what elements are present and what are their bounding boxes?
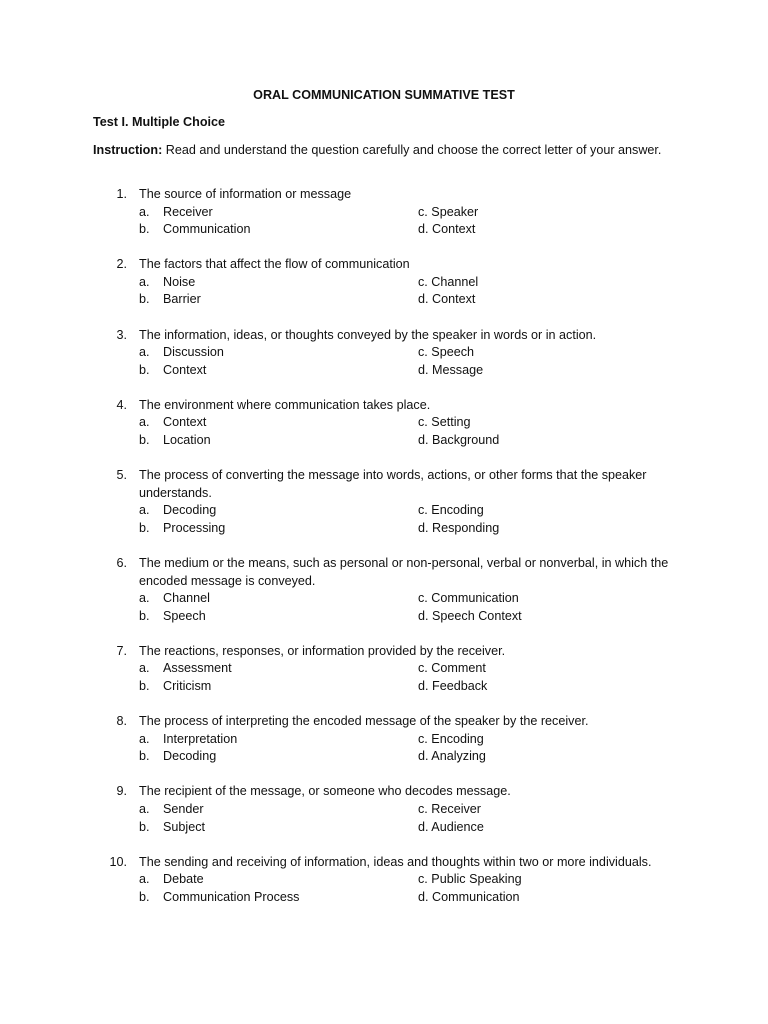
choice-row — [0, 291, 768, 309]
choice-option — [139, 221, 251, 239]
choice-letter: a. — [139, 802, 150, 817]
choice-letter: a. — [139, 415, 150, 430]
choice-letter: b. — [139, 749, 150, 764]
choice-option — [139, 274, 195, 292]
choice-text: Receiver — [163, 204, 213, 219]
choice-text: Subject — [163, 819, 206, 834]
choice-option: c. Setting — [418, 415, 471, 430]
choice-option — [139, 362, 206, 380]
choice-text: Criticism — [163, 679, 212, 694]
choice-row — [0, 590, 768, 608]
choice-option — [139, 748, 216, 766]
choice-option — [139, 731, 237, 749]
choice-option: c. Speech — [418, 345, 475, 360]
choice-letter: b. — [139, 222, 150, 237]
choice-text: Interpretation — [163, 731, 238, 746]
question-stem — [0, 643, 768, 661]
instruction — [93, 142, 663, 160]
choice-row — [0, 801, 768, 819]
question-stem — [0, 397, 768, 415]
question-text: The process of converting the message into words, actions, or other forms that the speaker understands. — [139, 468, 647, 500]
choice-row — [0, 502, 768, 520]
choice-option — [139, 432, 211, 450]
choice-letter: b. — [139, 433, 150, 448]
choice-row — [0, 819, 768, 837]
choice-text: Barrier — [163, 292, 201, 307]
question-text: The source of information or message — [139, 187, 352, 201]
choice-letter: b. — [139, 362, 150, 377]
choice-text: Processing — [163, 520, 226, 535]
question-item — [0, 397, 768, 450]
choice-row — [0, 274, 768, 292]
choice-row — [0, 520, 768, 538]
choice-row — [0, 344, 768, 362]
choice-row — [0, 204, 768, 222]
choice-row — [0, 432, 768, 450]
choice-text: Communication — [163, 222, 251, 237]
question-text: The factors that affect the flow of communication — [139, 257, 410, 272]
choice-row — [0, 748, 768, 766]
question-text: The sending and receiving of information, ideas and thoughts within two or more individuals. — [139, 854, 652, 869]
choice-text: Discussion — [163, 345, 224, 360]
question-number: 8. — [116, 714, 127, 729]
choice-row — [0, 221, 768, 239]
question-stem — [0, 256, 768, 274]
question-text: The medium or the means, such as personal or non-personal, verbal or nonverbal, in which the encoded message is conveyed. — [139, 556, 669, 588]
question-stem — [0, 555, 768, 590]
choice-option: c. Speaker — [418, 204, 479, 219]
choice-option — [139, 520, 225, 538]
choice-text: Assessment — [163, 661, 232, 676]
choice-text: Decoding — [163, 749, 217, 764]
choice-letter: a. — [139, 345, 150, 360]
choice-option: c. Public Speaking — [418, 872, 522, 887]
choice-text: Communication Process — [163, 889, 300, 904]
choice-option: c. Communication — [418, 591, 519, 606]
choice-option: c. Encoding — [418, 503, 484, 518]
choice-option — [139, 801, 204, 819]
choice-letter: a. — [139, 274, 150, 289]
question-text: The process of interpreting the encoded message of the speaker by the receiver. — [139, 714, 589, 729]
choice-option — [139, 608, 206, 626]
choice-letter: b. — [139, 819, 150, 834]
question-text: The reactions, responses, or information provided by the receiver. — [139, 643, 506, 658]
choice-text: Location — [163, 433, 211, 448]
question-number: 5. — [116, 468, 127, 483]
choice-option: d. Responding — [418, 520, 500, 535]
choice-letter: a. — [139, 204, 150, 219]
choice-option — [139, 291, 201, 309]
choice-letter: b. — [139, 889, 150, 904]
choice-option: c. Comment — [418, 661, 486, 676]
choice-option — [139, 414, 206, 432]
choice-text: Decoding — [163, 503, 217, 518]
choice-option: d. Analyzing — [418, 749, 486, 764]
choice-row — [0, 414, 768, 432]
instruction-label: Instruction: — [93, 143, 163, 157]
choice-letter: a. — [139, 872, 150, 887]
choice-text: Context — [163, 362, 207, 377]
question-text: The environment where communication takes place. — [139, 397, 431, 412]
question-item — [0, 643, 768, 696]
choice-letter: b. — [139, 679, 150, 694]
choice-option: d. Context — [418, 222, 476, 237]
question-item — [0, 783, 768, 836]
choice-letter: a. — [139, 661, 150, 676]
choice-option: c. Encoding — [418, 731, 484, 746]
question-item — [0, 555, 768, 625]
choice-option — [139, 871, 204, 889]
question-item — [0, 256, 768, 309]
choice-option: c. Receiver — [418, 802, 481, 817]
choice-option: d. Background — [418, 433, 500, 448]
page-title: ORAL COMMUNICATION SUMMATIVE TEST — [253, 88, 515, 102]
choice-letter: a. — [139, 731, 150, 746]
choice-row — [0, 608, 768, 626]
choice-row — [0, 889, 768, 907]
choice-option: d. Context — [418, 292, 476, 307]
question-list — [0, 186, 768, 924]
question-stem — [0, 186, 768, 204]
choice-row — [0, 871, 768, 889]
instruction-text: Read and understand the question carefully and choose the correct letter of your answer. — [162, 143, 662, 157]
question-stem — [0, 327, 768, 345]
question-stem — [0, 854, 768, 872]
choice-option — [139, 344, 224, 362]
choice-text: Context — [163, 415, 207, 430]
choice-option — [139, 204, 213, 222]
choice-row — [0, 362, 768, 380]
choice-option: d. Message — [418, 362, 484, 377]
choice-option: d. Audience — [418, 819, 484, 834]
question-stem — [0, 467, 768, 502]
question-number: 9. — [116, 784, 127, 799]
choice-letter: b. — [139, 520, 150, 535]
choice-text: Sender — [163, 802, 204, 817]
choice-letter: b. — [139, 292, 150, 307]
choice-row — [0, 678, 768, 696]
question-item — [0, 713, 768, 766]
choice-option — [139, 678, 211, 696]
choice-row — [0, 731, 768, 749]
question-item — [0, 467, 768, 537]
choice-text: Speech — [163, 608, 206, 623]
choice-option — [139, 819, 205, 837]
choice-text: Noise — [163, 274, 196, 289]
choice-text: Channel — [163, 591, 210, 606]
choice-option — [139, 660, 232, 678]
question-text: The recipient of the message, or someone who decodes message. — [139, 784, 511, 799]
question-item — [0, 327, 768, 380]
choice-option: d. Communication — [418, 889, 520, 904]
question-number: 2. — [116, 257, 127, 272]
choice-option: d. Feedback — [418, 679, 488, 694]
question-stem — [0, 713, 768, 731]
choice-text: Debate — [163, 872, 204, 887]
question-number: 10. — [109, 854, 127, 869]
choice-letter: a. — [139, 591, 150, 606]
question-text: The information, ideas, or thoughts conveyed by the speaker in words or in action. — [139, 327, 597, 342]
choice-row — [0, 660, 768, 678]
question-number: 1. — [116, 187, 127, 201]
question-number: 4. — [116, 397, 127, 412]
question-number: 3. — [116, 327, 127, 342]
question-number: 7. — [116, 643, 127, 658]
question-number: 6. — [116, 556, 127, 570]
choice-option — [139, 502, 216, 520]
question-stem — [0, 783, 768, 801]
question-item — [0, 186, 768, 239]
choice-option — [139, 889, 299, 907]
test-heading: Test I. Multiple Choice — [93, 115, 226, 129]
question-item — [0, 854, 768, 907]
choice-option: d. Speech Context — [418, 608, 522, 623]
choice-option: c. Channel — [418, 274, 479, 289]
choice-option — [139, 590, 210, 608]
choice-letter: a. — [139, 503, 150, 518]
choice-letter: b. — [139, 608, 150, 623]
